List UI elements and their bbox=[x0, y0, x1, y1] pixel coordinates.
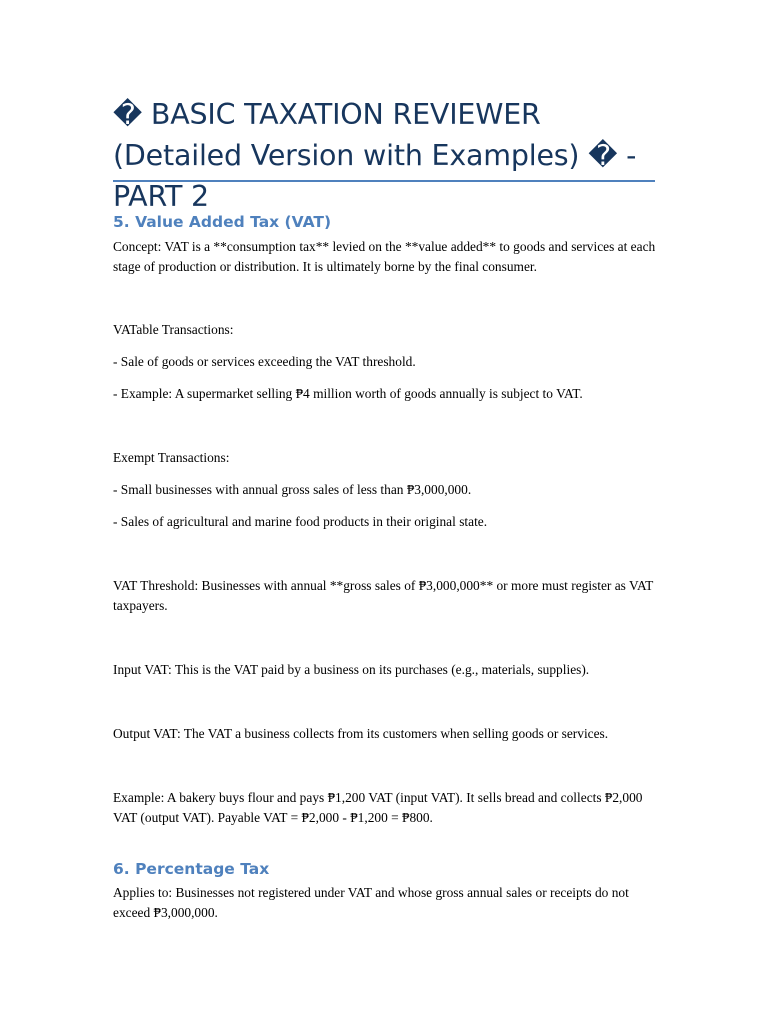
output-vat-paragraph: Output VAT: The VAT a business collects from its customers when selling goods or services. bbox=[113, 726, 609, 741]
vat-concept-paragraph: Concept: VAT is a **consumption tax** levied on the **value added** to goods and services at each stage of production or distribution. It is ultimately borne by the final consumer. bbox=[113, 239, 656, 274]
input-vat-paragraph: Input VAT: This is the VAT paid by a business on its purchases (e.g., materials, supplies). bbox=[113, 662, 590, 677]
exempt-item-2: - Sales of agricultural and marine food products in their original state. bbox=[113, 514, 488, 529]
exempt-item-1: - Small businesses with annual gross sales of less than ₱3,000,000. bbox=[113, 482, 472, 497]
vat-threshold-paragraph: VAT Threshold: Businesses with annual **gross sales of ₱3,000,000** or more must register as VAT taxpayers. bbox=[113, 578, 654, 613]
document-title: � BASIC TAXATION REVIEWER (Detailed Version with Examples) � - PART 2 bbox=[113, 98, 637, 213]
title-underline bbox=[113, 180, 655, 182]
section-heading-percentage-tax: 6. Percentage Tax bbox=[113, 860, 270, 878]
exempt-transactions-label: Exempt Transactions: bbox=[113, 450, 230, 465]
vatable-transactions-label: VATable Transactions: bbox=[113, 322, 234, 337]
vatable-item-1: - Sale of goods or services exceeding the VAT threshold. bbox=[113, 354, 416, 369]
vat-example-paragraph: Example: A bakery buys flour and pays ₱1,200 VAT (input VAT). It sells bread and collects ₱2,000 VAT (output VAT). Payable VAT = ₱2,000 - ₱1,200 = ₱800. bbox=[113, 790, 643, 825]
section-heading-vat: 5. Value Added Tax (VAT) bbox=[113, 213, 332, 231]
vatable-item-2: - Example: A supermarket selling ₱4 million worth of goods annually is subject to VAT. bbox=[113, 386, 583, 401]
percentage-tax-applies-paragraph: Applies to: Businesses not registered under VAT and whose gross annual sales or receipts do not exceed ₱3,000,000. bbox=[113, 885, 629, 920]
